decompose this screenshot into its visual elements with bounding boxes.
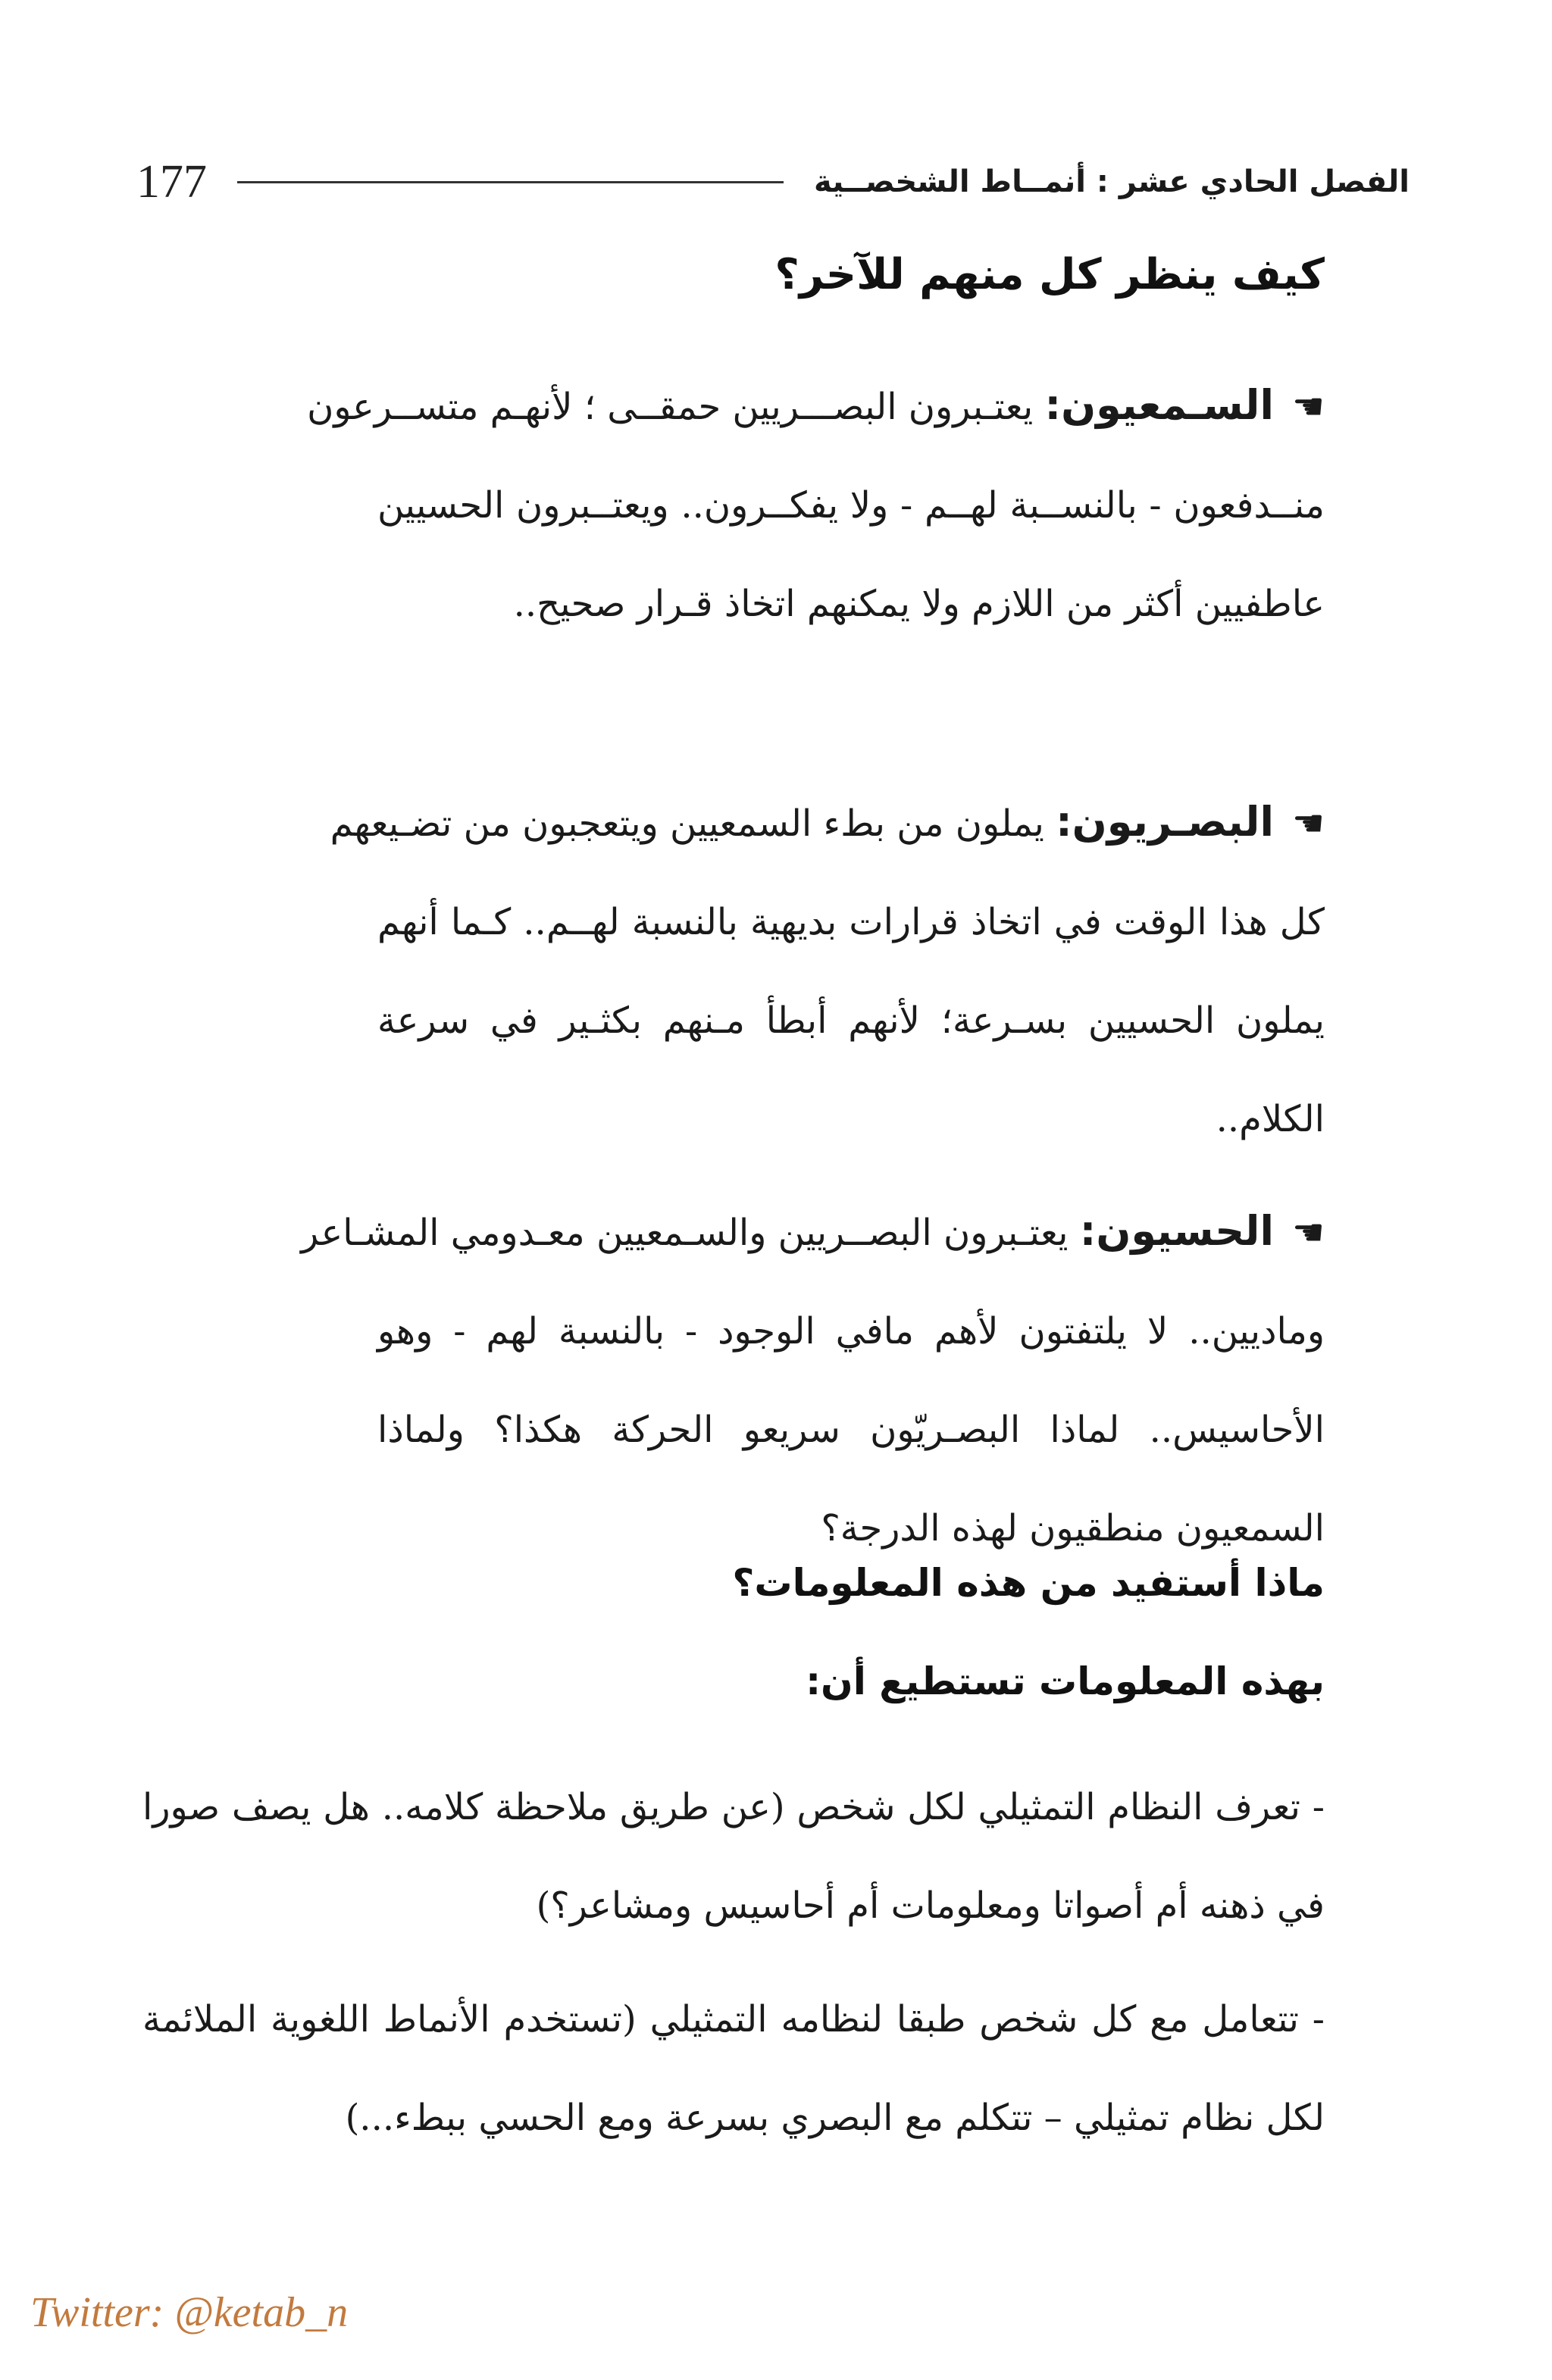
bullet-rest: منــدفعون - بالنســبة لهــم - ولا يفكــرون.. ويعتــبرون الحسيين عاطفيين أكثر من اللازم ولا يمكنهم اتخاذ قـرار صحيح..	[377, 484, 1325, 625]
section-heading: كيف ينظر كل منهم للآخر؟	[774, 250, 1325, 299]
bullet-term: الحسيون:	[1079, 1207, 1274, 1255]
bullet-first-line	[158, 773, 1325, 873]
watermark: Twitter: @ketab_n	[30, 2289, 349, 2336]
page-number: 177	[136, 155, 207, 208]
pointing-hand-icon: ☛	[1291, 1212, 1325, 1254]
bullet-text: يملون من بطء السمعيين ويتعجبون من تضـيعهم	[330, 802, 1056, 845]
paragraph-identify: - تعرف النظام التمثيلي لكل شخص (عن طريق ملاحظة كلامه.. هل يصف صورا في ذهنه أم أصواتا ومعلومات أم أحاسيس ومشاعر؟)	[142, 1786, 1325, 1927]
bullet-term: البصـريون:	[1056, 798, 1274, 846]
bullet-kinesthetic	[158, 1182, 1325, 1578]
bullet-first-line	[158, 356, 1325, 456]
chapter-title: الفصل الحادي عشر : أنمــاط الشخصــية	[814, 164, 1410, 199]
bullet-first-line	[158, 1182, 1325, 1282]
bullet-term: السـمعيون:	[1044, 381, 1274, 429]
bullet-visual	[158, 773, 1325, 1168]
bullet-text: يعتـبرون البصـــريين حمقــى ؛ لأنهـم متســرعون	[307, 386, 1045, 428]
bullet-rest: كل هذا الوقت في اتخاذ قرارات بديهية بالنسبة لهــم.. كـما أنهم يملون الحسيين بسـرعة؛ لأنهم أبطأ مـنهم بكثـير في سرعة الكلام..	[377, 901, 1325, 1140]
pointing-hand-icon: ☛	[1291, 802, 1325, 845]
bullet-text: يعتـبرون البصــريين والسـمعيين معـدومي المشـاعر	[301, 1212, 1080, 1254]
bullet-auditory	[158, 356, 1325, 653]
benefit-heading: ماذا أستفيد من هذه المعلومات؟	[732, 1561, 1325, 1605]
with-info-heading: بهذه المعلومات تستطيع أن:	[806, 1659, 1325, 1703]
paragraph-interact: - تتعامل مع كل شخص طبقا لنظامه التمثيلي (تستخدم الأنماط اللغوية الملائمة لكل نظام تمثيلي – تتكلم مع البصري بسرعة ومع الحسي ببطء...)	[142, 1998, 1325, 2139]
pointing-hand-icon: ☛	[1291, 386, 1325, 428]
header-rule	[237, 181, 784, 183]
page-header	[136, 152, 1410, 212]
bullet-rest: وماديين.. لا يلتفتون لأهم مافي الوجود - بالنسبة لهم - وهو الأحاسيس.. لماذا البصـريّون سريعو الحركة هكذا؟ ولماذا السمعيون منطقيون لهذه الدرجة؟	[377, 1310, 1325, 1550]
